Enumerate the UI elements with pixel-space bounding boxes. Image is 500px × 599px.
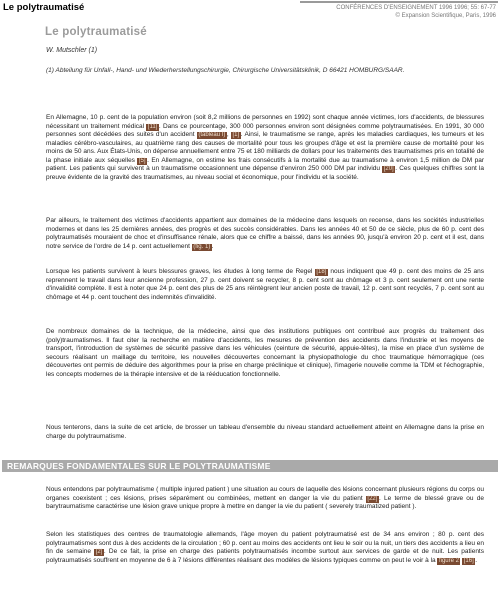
- paragraph-4: [46, 328, 484, 379]
- paragraph-text: Nous tenterons, dans la suite de cet article, de brosser un tableau d'ensemble du niveau standard actuellement atteint en Allemagne dans la prise en charge du polytraumatisme.: [46, 424, 484, 440]
- paragraph-2: [46, 217, 484, 251]
- reference-link[interactable]: (fig. 1): [193, 243, 211, 250]
- paragraph-text: Lorsque les patients survivent à leurs blessures graves, les études à long terme de Regel: [46, 268, 315, 275]
- journal-citation: [336, 5, 496, 20]
- reference-link[interactable]: [18]: [316, 269, 327, 275]
- paragraph-text: Nous entendons par polytraumatisme ( multiple injured patient ) une situation au cours de laquelle des lésions concernant plusieurs régions du corps ou organes coexistent ; ces lésions, prises séparément ou combinées, mettent en danger la vie du patient: [46, 486, 484, 502]
- paragraph-text: .: [211, 242, 214, 250]
- paragraph-text: . Ces quelques chiffres sont la preuve évidente de la gravité des traumatismes, au niveau social et économique, pour l'individu et la société.: [46, 165, 484, 181]
- reference-link[interactable]: [22]: [367, 495, 378, 502]
- paragraph-text: . Le terme de blessé grave ou de barytraumatisme caractérise une lésion grave unique propre à mettre en danger la vie du patient ( severely traumatized patient ).: [46, 494, 484, 510]
- reference-link[interactable]: [11]: [147, 123, 158, 130]
- paragraph-text: . Dans ce pourcentage, 300 000 personnes environ sont désignées comme polytraumatisées. En 1991, 30 000 personnes sont décédées des suites d'un accident: [46, 122, 484, 138]
- reference-link[interactable]: [5]: [138, 157, 146, 164]
- paragraph-text: En Allemagne, 10 p. cent de la population environ (soit 8,2 millions de personnes en 1992) sont chaque année victimes, lors d'accidents, de blessures nécessitant un traitement médical: [46, 114, 484, 130]
- article-title: Le polytraumatisé: [45, 26, 147, 38]
- paragraph-text: . Ainsi, le traumatisme se range, après les maladies cardiaques, les tumeurs et les maladies cérébro-vasculaires, au quatrième rang des causes de mortalité pour tous les groupes d'âge et est la première cause de mortalité pour les moins de 50 ans. Aux États-Unis, on dépense annuellement entre 75 et 180 milliards de dollars pour les traitements des traumatismes pris en totalité de la phase initiale aux séquelles: [46, 131, 485, 164]
- reference-link[interactable]: (tableau I): [198, 132, 226, 138]
- reference-link[interactable]: [20]: [383, 166, 394, 172]
- running-title: Le polytraumatisé: [3, 2, 85, 13]
- paragraph-3: [46, 268, 484, 302]
- paragraph-text: .: [475, 556, 478, 564]
- journal-line-2: © Expansion Scientifique, Paris, 1996: [395, 12, 496, 19]
- reference-link[interactable]: [2]: [95, 549, 103, 555]
- header-rule: [300, 1, 498, 3]
- paragraph-1: [46, 114, 484, 182]
- paragraph-text: ,: [226, 131, 231, 138]
- section-title: REMARQUES FONDAMENTALES SUR LE POLYTRAUMATISME: [7, 461, 271, 471]
- reference-link[interactable]: figure 2: [438, 557, 459, 564]
- paragraph-text: nous indiquent que 49 p. cent des moins de 25 ans reprennent le travail dans leur ancienne profession, 27 p. cent doivent se recycler, 8 p. cent sont au chômage et 3 p. cent seulement ont une rente d'invalidité complète. Il est à noter que 24 p. cent des plus de 25 ans réintègrent leur ancien poste de travail, 12 p. cent sont recyclés, 7 p. cent sont au chômage et 44 p. cent touchent des indemnités d'invalidité.: [46, 268, 484, 301]
- paragraph-6: [46, 486, 484, 512]
- affiliation: (1) Abteilung für Unfall-, Hand- und Wiederherstellungschirurgie, Chirurgische Universitätsklinik, D 66421 HOMBURG/SAAR.: [46, 67, 405, 74]
- paragraph-7: [46, 531, 484, 565]
- paragraph-text: De nombreux domaines de la technique, de la médecine, ainsi que des institutions publiques ont contribué aux progrès du traitement des (poly)traumatismes. Il faut citer la recherche en matière d'accidents, les mesures de prévention des accidents dans l'industrie et les moyens de transport, l'introduction de systèmes de sécurité passive dans les véhicules (ceinture de sécurité, appuie-têtes), la mise en place d'un système de secours réalisant un maillage du territoire, les nouvelles découvertes concernant la physiopathologie du choc traumatique hémorragique (ces découvertes ont permis de déduire des algorithmes pour la prise en charge préclinique et clinique), l'imagerie nouvelle comme la TDM et l'échographie, les concepts modernes de la thérapie intensive et de la rééducation fonctionnelle.: [46, 328, 484, 378]
- reference-link[interactable]: [1]: [232, 132, 240, 138]
- reference-link[interactable]: [16]: [463, 557, 474, 564]
- paragraph-text: . De ce fait, la prise en charge des patients polytraumatisés incombe surtout aux services de garde et de nuit. Les patients polytraumatisés souffrent en moyenne de 6 à 7 lésions différentes réalisant des modèles de lésions typiques comme on peut le voir à la: [46, 548, 484, 564]
- paragraph-5: [46, 424, 484, 441]
- paragraph-text: Par ailleurs, le traitement des victimes d'accidents appartient aux domaines de la médecine dans lesquels on recense, dans les sociétés industrielles modernes et dans les 25 dernières années, des progrès et des succès considérables. Dans les années 40 et 50 de ce siècle, plus de 60 p. cent des polytraumatisés mouraient de choc et d'insuffisance rénale, alors que ce chiffre a baissé, dans les années 90, jusqu'à environ 20 p. cent et il est, dans notre service de l'ordre de 14 p. cent actuellement: [46, 217, 484, 250]
- journal-line-1: CONFÉRENCES D'ENSEIGNEMENT 1996 1996; 55: 67-77: [336, 5, 496, 11]
- paragraph-text: Selon les statistiques des centres de traumatologie allemands, l'âge moyen du patient polytraumatisé est de 34 ans environ ; 80 p. cent des polytraumatismes sont dus à des accidents de la circulation ; 60 p. cent au moins des accidents ont lieu le soir ou la nuit, un tiers des accidents a lieu en fin de semaine: [46, 531, 484, 555]
- section-header-bar: [2, 460, 498, 472]
- paragraph-text: . En Allemagne, on estime les frais consécutifs à la mortalité due au traumatisme à environ 1,5 million de DM par patient. Les patients qui survivent à un traumatisme occasionnent une dépense d'environ 250 000 DM par individu: [46, 156, 484, 172]
- author-line: W. Mutschler (1): [46, 47, 98, 54]
